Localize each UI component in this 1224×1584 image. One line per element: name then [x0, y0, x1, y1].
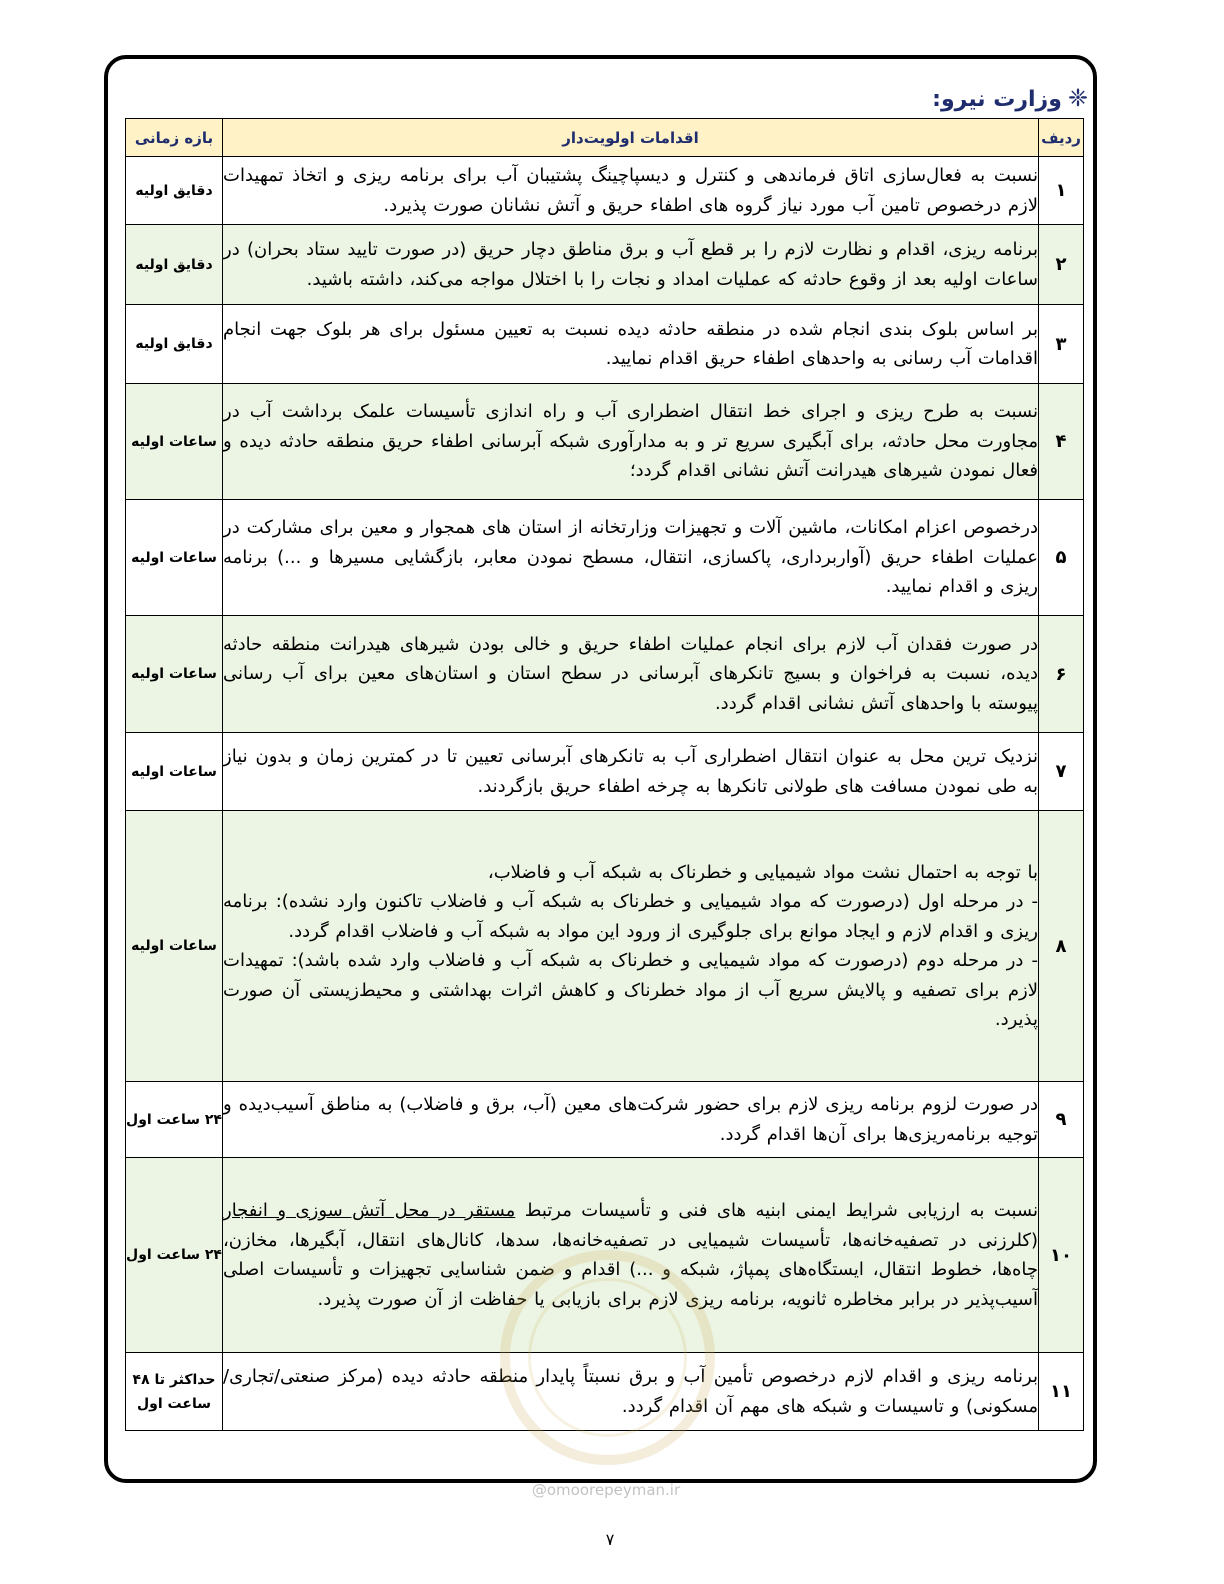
row-action	[223, 1158, 1039, 1353]
table-row	[126, 1353, 1084, 1431]
row-time: دقایق اولیه	[126, 225, 223, 305]
row-time: ۲۴ ساعت اول	[126, 1082, 223, 1158]
table-row	[126, 384, 1084, 500]
row-time: ساعات اولیه	[126, 500, 223, 616]
header-actions: اقدامات اولویت‌دار	[223, 119, 1039, 157]
row-index: ۱۱	[1039, 1353, 1084, 1431]
row-action: برنامه ریزی و اقدام لازم درخصوص تأمین آب و برق نسبتاً پایدار منطقه حادثه دیده (مرکز صنعتی/تجاری/مسکونی) و تاسیسات و شبکه های مهم آن اقدام گردد.	[223, 1353, 1039, 1431]
row-action: نسبت به فعال‌سازی اتاق فرماندهی و کنترل و دیسپاچینگ پشتیبان آب برای برنامه ریزی و اتخاذ تمهیدات لازم درخصوص تامین آب مورد نیاز گروه های اطفاء حریق و آتش نشانان صورت پذیرد.	[223, 157, 1039, 225]
star-icon: ❈	[1067, 84, 1088, 112]
page-number: ۷	[605, 1530, 615, 1549]
row-index: ۱۰	[1039, 1158, 1084, 1353]
watermark-url: @omoorepeyman.ir	[531, 1481, 681, 1499]
header-time: بازه زمانی	[126, 119, 223, 157]
table-row	[126, 811, 1084, 1082]
row-time: ساعات اولیه	[126, 384, 223, 500]
action-paragraph: - در مرحله اول (درصورت که مواد شیمیایی و خطرناک به شبکه آب و فاضلاب تاکنون وارد نشده): برنامه ریزی و اقدام لازم و ایجاد موانع برای جلوگیری از ورود این مواد به شبکه آب و فاضلاب اقدام گردد.	[223, 891, 1038, 942]
row-index: ۱	[1039, 157, 1084, 225]
table-row	[126, 500, 1084, 616]
action-text-underlined: مستقر در محل آتش سوزی و انفجار	[223, 1200, 516, 1221]
action-text-end: (کلرزنی در تصفیه‌خانه‌ها، تأسیسات شیمیایی در تصفیه‌خانه‌ها، سدها، کانال‌های انتقال، آبگیرها، مخازن، چاه‌ها، خطوط انتقال، ایستگاه‌های پمپاژ، شبکه و ...) اقدام و ضمن شناسایی تجهیزات و تأسیسات اصلی آسیب‌پذیر در برابر مخاطره ثانویه، برنامه ریزی لازم برای بازیابی یا حفاظت از آن صورت پذیرد.	[223, 1229, 1038, 1310]
section-title: وزارت نیرو:	[932, 87, 1062, 112]
row-action: برنامه ریزی، اقدام و نظارت لازم را بر قطع آب و برق مناطق دچار حریق (در صورت تایید ستاد بحران) در ساعات اولیه بعد از وقوع حادثه که عملیات امداد و نجات را با اختلال مواجه می‌کند، داشته باشید.	[223, 225, 1039, 305]
table-row	[126, 1082, 1084, 1158]
row-index: ۴	[1039, 384, 1084, 500]
row-time: دقایق اولیه	[126, 305, 223, 384]
table-row	[126, 305, 1084, 384]
row-index: ۳	[1039, 305, 1084, 384]
table-header-row	[126, 119, 1084, 157]
table-row	[126, 733, 1084, 811]
row-time: ساعات اولیه	[126, 616, 223, 733]
row-time: ساعات اولیه	[126, 811, 223, 1082]
action-paragraph: با توجه به احتمال نشت مواد شیمیایی و خطرناک به شبکه آب و فاضلاب،	[487, 861, 1038, 883]
row-action: نسبت به طرح ریزی و اجرای خط انتقال اضطراری آب و راه اندازی تأسیسات علمک برداشت آب در مجاورت محل حادثه، برای آبگیری سریع تر و به مدارآوری شبکه آبرسانی اطفاء حریق منطقه حادثه دیده و فعال نمودن شیرهای هیدرانت آتش نشانی اقدام گردد؛	[223, 384, 1039, 500]
row-time: دقایق اولیه	[126, 157, 223, 225]
action-paragraph: - در مرحله دوم (درصورت که مواد شیمیایی و خطرناک به شبکه آب و فاضلاب وارد شده باشد): تمهیدات لازم برای تصفیه و پالایش سریع آب از مواد خطرناک و کاهش اثرات بهداشتی و محیط‌زیستی آن صورت پذیرد.	[223, 950, 1038, 1030]
row-action: درخصوص اعزام امکانات، ماشین آلات و تجهیزات وزارتخانه از استان های همجوار و معین برای مشارکت در عملیات اطفاء حریق (آواربرداری، پاکسازی، انتقال، مسطح نمودن معابر، بازگشایی مسیرها و ...) برنامه ریزی و اقدام نمایید.	[223, 500, 1039, 616]
row-action: در صورت فقدان آب لازم برای انجام عملیات اطفاء حریق و خالی بودن شیرهای هیدرانت منطقه حادثه دیده، نسبت به فراخوان و بسیج تانکرهای آبرسانی در سطح استان و استان‌های معین برای آب رسانی پیوسته با واحدهای آتش نشانی اقدام گردد.	[223, 616, 1039, 733]
row-index: ۸	[1039, 811, 1084, 1082]
row-index: ۹	[1039, 1082, 1084, 1158]
row-action: در صورت لزوم برنامه ریزی لازم برای حضور شرکت‌های معین (آب، برق و فاضلاب) به مناطق آسیب‌دیده و توجیه برنامه‌ریزی‌ها برای آن‌ها اقدام گردد.	[223, 1082, 1039, 1158]
row-index: ۲	[1039, 225, 1084, 305]
row-time: حداکثر تا ۴۸ ساعت اول	[126, 1353, 223, 1431]
row-index: ۶	[1039, 616, 1084, 733]
row-action	[223, 811, 1039, 1082]
action-text-start: نسبت به ارزیابی شرایط ایمنی ابنیه های فنی و تأسیسات مرتبط	[515, 1200, 1038, 1221]
row-index: ۵	[1039, 500, 1084, 616]
priority-actions-table	[125, 118, 1084, 1431]
table-row	[126, 616, 1084, 733]
row-action: نزدیک ترین محل به عنوان انتقال اضطراری آب به تانکرهای آبرسانی تعیین تا در کمترین زمان و بدون نیاز به طی نمودن مسافت های طولانی تانکرها به چرخه اطفاء حریق بازگردند.	[223, 733, 1039, 811]
table-row	[126, 225, 1084, 305]
header-index: ردیف	[1039, 119, 1084, 157]
row-time: ۲۴ ساعت اول	[126, 1158, 223, 1353]
table-row	[126, 1158, 1084, 1353]
row-time: ساعات اولیه	[126, 733, 223, 811]
row-action: بر اساس بلوک بندی انجام شده در منطقه حادثه دیده نسبت به تعیین مسئول برای هر بلوک جهت انجام اقدامات آب رسانی به واحدهای اطفاء حریق اقدام نمایید.	[223, 305, 1039, 384]
section-heading	[932, 84, 1088, 112]
row-index: ۷	[1039, 733, 1084, 811]
table-row	[126, 157, 1084, 225]
